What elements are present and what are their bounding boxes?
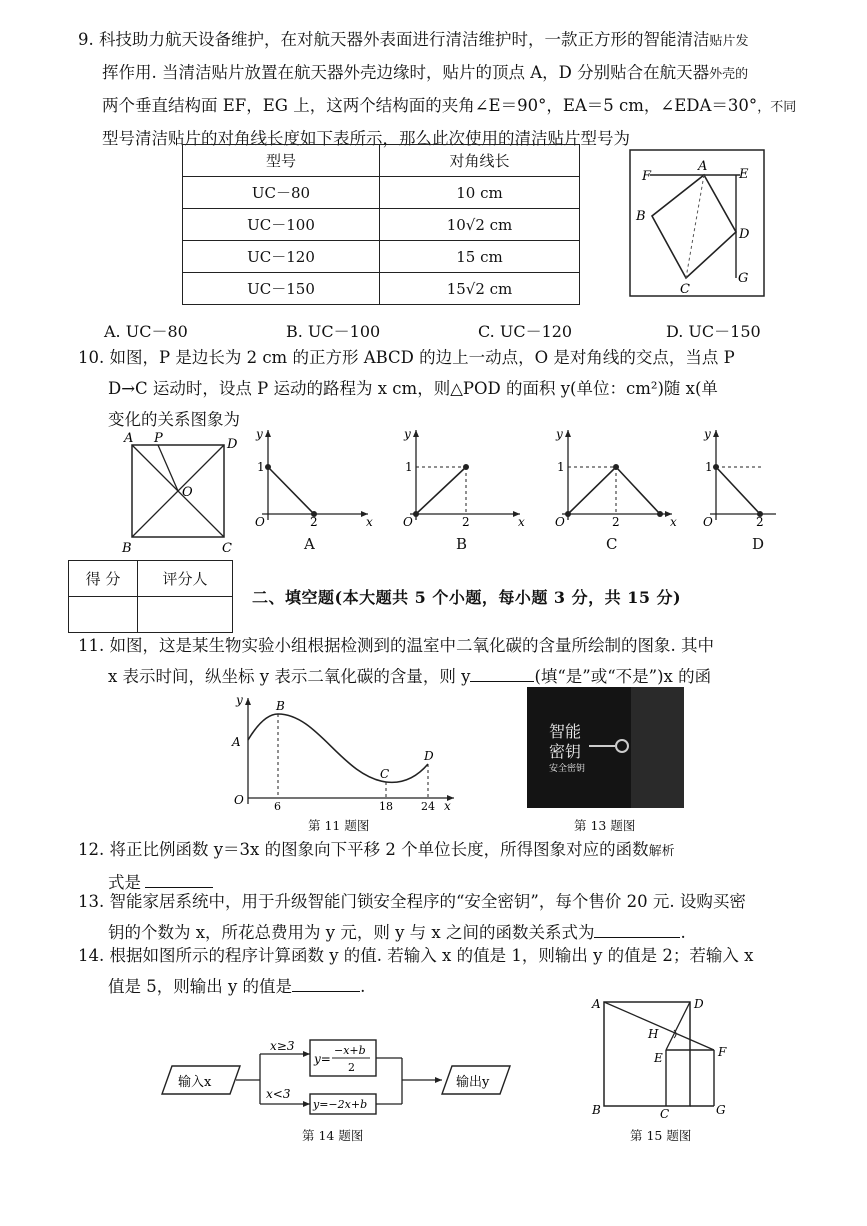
axis-x-label: x <box>518 515 525 529</box>
table-row <box>183 177 580 209</box>
table-header-diagonal: 对角线长 <box>380 145 580 177</box>
tick-1: 1 <box>257 460 265 474</box>
q10-graph-c <box>550 422 685 532</box>
label-D: D <box>739 227 750 242</box>
q9-spec-table <box>182 144 580 305</box>
q11-line1: 11. 如图，这是某生物实验小组根据检测到的温室中二氧化碳的含量所绘制的图象. 其中 <box>78 636 714 655</box>
q9-line3: 两个垂直结构面 EF，EG 上，这两个结构面的夹角∠E＝90°，EA＝5 cm，∠EDA＝30° <box>102 96 758 115</box>
q9-line4: 型号清洁贴片的对角线长度如下表所示，那么此次使用的清洁贴片型号为 <box>102 129 630 148</box>
output-label: 输出y <box>456 1075 490 1090</box>
q15-figure <box>586 994 736 1120</box>
label-D: D <box>694 997 704 1011</box>
q9-line3-tail: ，不同 <box>757 100 797 115</box>
table-row <box>183 209 580 241</box>
q11-caption: 第 11 题图 <box>308 818 370 833</box>
axis-y-label: y <box>256 427 263 441</box>
label-B: B <box>592 1103 601 1117</box>
tick-2: 2 <box>612 515 620 529</box>
origin-label: O <box>555 515 565 529</box>
q11-line2b: (填“是”或“不是”)x 的函 <box>534 667 712 686</box>
score-table <box>68 560 233 633</box>
label-B: B <box>122 541 132 556</box>
q9-option-a: A. UC－80 <box>104 322 188 341</box>
cond-lt-3: x<3 <box>266 1087 291 1101</box>
q9-option-b: B. UC－100 <box>286 322 381 341</box>
q11-answer-blank[interactable] <box>470 663 534 682</box>
table-row <box>183 241 580 273</box>
label-P: P <box>154 431 163 446</box>
q9-line2-tail: 外壳的 <box>709 67 749 82</box>
question-11-text <box>78 630 714 692</box>
q9-option-c: C. UC－120 <box>478 322 573 341</box>
table-cell: UC－80 <box>183 177 380 209</box>
score-label: 得 分 <box>69 561 138 597</box>
table-cell: 15√2 cm <box>380 273 580 305</box>
tick-2: 2 <box>462 515 470 529</box>
formula-2: y=−2x+b <box>313 1098 368 1111</box>
q10-line1: 10. 如图，P 是边长为 2 cm 的正方形 ABCD 的边上一动点，O 是对角线的交点，当点 P <box>78 348 735 367</box>
q13-answer-blank[interactable] <box>594 919 680 938</box>
tick-2: 2 <box>756 515 764 529</box>
table-cell: 10√2 cm <box>380 209 580 241</box>
label-A: A <box>592 997 601 1011</box>
q10-graph-b <box>398 422 533 532</box>
label-B: B <box>636 209 646 224</box>
label-E: E <box>739 167 749 182</box>
table-row <box>183 273 580 305</box>
tick-1: 1 <box>405 460 413 474</box>
q9-line1-tail: 贴片发 <box>709 34 749 49</box>
q14-line2: 值是 5，则输出 y 的值是 <box>108 977 293 996</box>
formula-1-lhs: y= <box>314 1052 331 1066</box>
q12-line1-tail: 解析 <box>648 844 675 859</box>
input-label: 输入x <box>178 1075 212 1090</box>
score-cell[interactable] <box>69 597 138 633</box>
table-cell: UC－100 <box>183 209 380 241</box>
q10-line2: D→C 运动时，设点 P 运动的路程为 x cm，则△POD 的面积 y(单位：cm²)随 x(单 <box>108 379 718 398</box>
q10-option-d-label: D <box>752 535 765 553</box>
q10-square-figure <box>118 428 248 556</box>
q14-line1: 14. 根据如图所示的程序计算函数 y 的值. 若输入 x 的值是 1，则输出 y 的值是 2；若输入 x <box>78 946 754 965</box>
table-cell: 15 cm <box>380 241 580 273</box>
label-A: A <box>698 159 708 174</box>
grader-cell[interactable] <box>138 597 233 633</box>
label-D: D <box>227 437 238 452</box>
q9-figure <box>628 148 768 300</box>
question-14-text: 14. 根据如图所示的程序计算函数 y 的值. 若输入 x 的值是 1，则输出 y 的值是 2；若输入 x 值是 5，则输出 y 的值是 . <box>78 940 753 1002</box>
table-cell: UC－150 <box>183 273 380 305</box>
tick-18: 18 <box>379 800 393 813</box>
axis-y-label: y <box>236 693 243 707</box>
q9-option-d: D. UC－150 <box>666 322 761 341</box>
origin-label: O <box>255 515 265 529</box>
question-9-text <box>78 24 796 154</box>
formula-1-num: −x+b <box>334 1044 366 1057</box>
q13-line2: 钥的个数为 x，所花总费用为 y 元，则 y 与 x 之间的函数关系式为 <box>108 923 595 942</box>
origin-label: O <box>403 515 413 529</box>
tick-24: 24 <box>421 800 435 813</box>
table-cell: 10 cm <box>380 177 580 209</box>
point-C: C <box>380 767 390 781</box>
label-E: E <box>654 1051 663 1065</box>
axis-x-label: x <box>366 515 373 529</box>
tick-1: 1 <box>557 460 565 474</box>
axis-y-label: y <box>704 427 711 441</box>
formula-1-den: 2 <box>348 1061 355 1074</box>
section-2-heading: 二、填空题(本大题共 5 个小题，每小题 3 分，共 15 分) <box>252 588 682 607</box>
label-F: F <box>642 169 652 184</box>
q15-caption: 第 15 题图 <box>630 1128 692 1143</box>
q11-graph <box>222 690 462 818</box>
question-13-text: 13. 智能家居系统中，用于升级智能门锁安全程序的“安全密钥”，每个售价 20 元. 设购买密 钥的个数为 x，所花总费用为 y 元，则 y 与 x 之间的函数关系式为 . <box>78 886 746 948</box>
q14-flowchart <box>158 1032 518 1122</box>
cond-ge-3: x≥3 <box>270 1039 295 1053</box>
origin-label: O <box>234 793 244 807</box>
label-H: H <box>648 1027 659 1041</box>
q12-line2: 式是 <box>108 873 141 892</box>
photo-text-line2: 密钥 <box>549 742 582 761</box>
point-B: B <box>276 699 285 713</box>
q13-photo <box>527 687 684 808</box>
photo-text-line1: 智能 <box>549 722 582 741</box>
q10-option-c-label: C <box>606 535 618 553</box>
grader-label: 评分人 <box>138 561 233 597</box>
label-A: A <box>124 431 134 446</box>
label-C: C <box>680 282 690 297</box>
q9-line2: 挥作用. 当清洁贴片放置在航天器外壳边缘时，贴片的顶点 A，D 分别贴合在航天器 <box>102 63 710 82</box>
q14-caption: 第 14 题图 <box>302 1128 364 1143</box>
q9-line1: 9. 科技助力航天设备维护，在对航天器外表面进行清洁维护时，一款正方形的智能清洁 <box>78 30 710 49</box>
label-O: O <box>182 485 193 500</box>
q13-line1: 13. 智能家居系统中，用于升级智能门锁安全程序的“安全密钥”，每个售价 20 元. 设购买密 <box>78 892 746 911</box>
keyhole-icon <box>615 739 629 753</box>
point-A: A <box>232 735 241 749</box>
table-cell: UC－120 <box>183 241 380 273</box>
label-F: F <box>718 1045 727 1059</box>
label-G: G <box>716 1103 726 1117</box>
q10-option-a-label: A <box>304 535 315 553</box>
axis-x-label: x <box>670 515 677 529</box>
label-C: C <box>222 541 232 556</box>
label-C: C <box>660 1107 670 1120</box>
q11-line2a: x 表示时间，纵坐标 y 表示二氧化碳的含量，则 y <box>108 667 471 686</box>
axis-y-label: y <box>556 427 563 441</box>
photo-text-line3: 安全密钥 <box>549 764 586 774</box>
q14-answer-blank[interactable] <box>292 973 360 992</box>
q10-option-b-label: B <box>456 535 468 553</box>
origin-label: O <box>703 515 713 529</box>
tick-6: 6 <box>274 800 281 813</box>
label-G: G <box>738 271 749 286</box>
axis-x-label: x <box>444 799 451 813</box>
q10-graph-d <box>698 422 778 532</box>
tick-1: 1 <box>705 460 713 474</box>
tick-2: 2 <box>310 515 318 529</box>
point-D: D <box>424 749 434 763</box>
q13-caption: 第 13 题图 <box>574 818 636 833</box>
axis-y-label: y <box>404 427 411 441</box>
q12-line1: 12. 将正比例函数 y＝3x 的图象向下平移 2 个单位长度，所得图象对应的函数 <box>78 840 649 859</box>
table-header-model: 型号 <box>183 145 380 177</box>
table-header-row <box>183 145 580 177</box>
q10-graph-a <box>250 422 380 532</box>
q10-line3: 变化的关系图象为 <box>108 410 240 429</box>
